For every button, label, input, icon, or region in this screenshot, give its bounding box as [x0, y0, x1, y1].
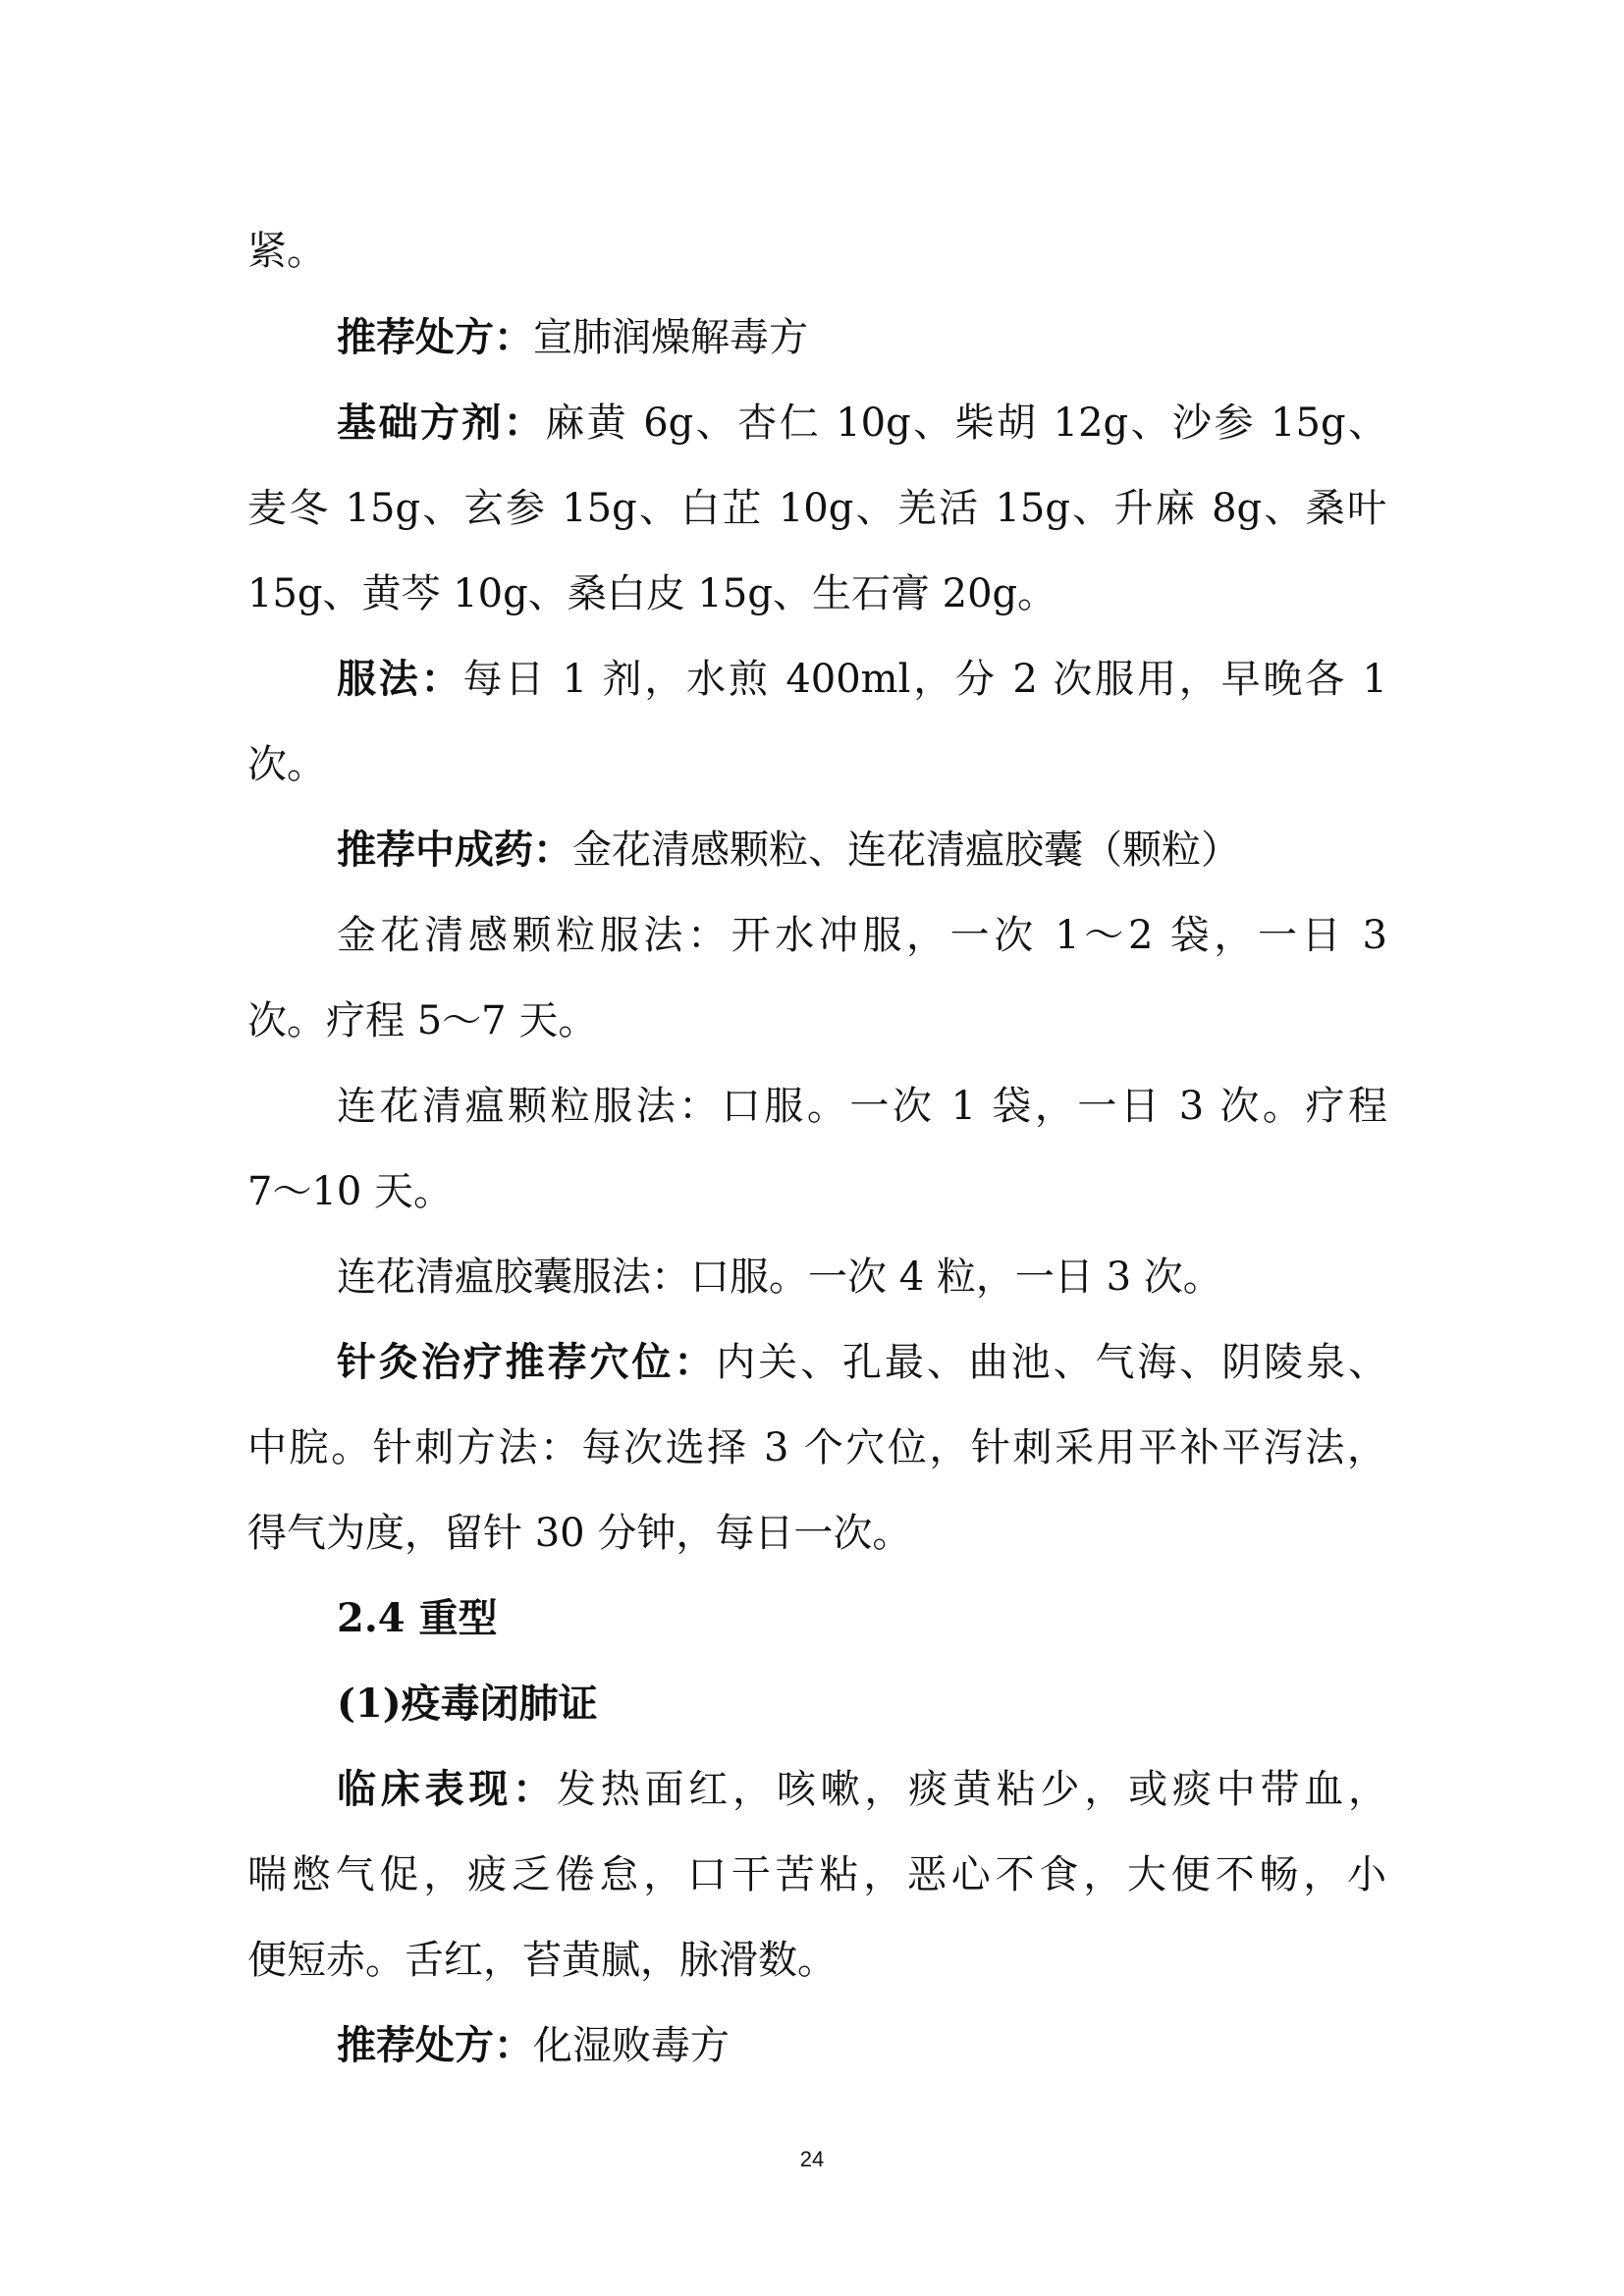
- line-text: 喘憋气促，疲乏倦怠，口干苦粘，恶心不食，大便不畅，小: [247, 1852, 1386, 1897]
- line-text: 得气为度，留针 30 分钟，每日一次。: [247, 1511, 912, 1556]
- field-value: 化湿败毒方: [533, 2023, 730, 2068]
- paragraph-line: [247, 739, 1386, 790]
- line-text: 15g、黄芩 10g、桑白皮 15g、生石膏 20g。: [247, 571, 1057, 616]
- line-text: 连花清瘟颗粒服法：口服。一次 1 袋，一日 3 次。疗程: [337, 1084, 1387, 1129]
- base-formula-line: [337, 398, 1387, 449]
- recommended-prescription-line: [337, 2020, 1387, 2071]
- paragraph-line: [247, 1935, 1386, 1986]
- field-value: 发热面红，咳嗽，痰黄粘少，或痰中带血，: [556, 1767, 1387, 1812]
- line-text: 7～10 天。: [247, 1169, 454, 1214]
- page-number: 24: [799, 2147, 825, 2171]
- paragraph-line: [247, 1849, 1386, 1900]
- line-text: 金花清感颗粒服法：开水冲服，一次 1～2 袋，一日 3: [337, 913, 1387, 958]
- field-label: 推荐中成药：: [337, 827, 572, 873]
- paragraph-line: [337, 1081, 1387, 1132]
- patent-medicine-line: [337, 825, 1387, 876]
- paragraph-line: [247, 995, 1386, 1046]
- field-value: 麻黄 6g、杏仁 10g、柴胡 12g、沙参 15g、: [545, 400, 1387, 446]
- field-value: 内关、孔最、曲池、气海、阴陵泉、: [716, 1340, 1387, 1385]
- acupuncture-line: [337, 1337, 1387, 1388]
- field-label: 推荐处方：: [337, 2022, 533, 2068]
- field-value: 每日 1 剂，水煎 400ml，分 2 次服用，早晚各 1: [462, 657, 1387, 702]
- paragraph-line: [337, 910, 1387, 961]
- heading-text: (1)疫毒闭肺证: [337, 1681, 598, 1727]
- clinical-manifestation-line: [337, 1764, 1387, 1815]
- line-text: 麦冬 15g、玄参 15g、白芷 10g、羌活 15g、升麻 8g、桑叶: [247, 486, 1386, 531]
- subsection-heading: [337, 1679, 1387, 1730]
- paragraph-line: [247, 1422, 1386, 1473]
- line-text: 次。: [247, 742, 326, 787]
- line-text: 中脘。针刺方法：每次选择 3 个穴位，针刺采用平补平泻法，: [247, 1425, 1386, 1470]
- line-text: 便短赤。舌红，苔黄腻，脉滑数。: [247, 1938, 837, 1983]
- recommended-prescription-line: [337, 312, 1387, 363]
- field-value: 金花清感颗粒、连花清瘟胶囊（颗粒）: [572, 828, 1240, 873]
- field-label: 推荐处方：: [337, 314, 533, 360]
- field-label: 服法：: [337, 656, 463, 702]
- field-label: 基础方剂：: [337, 400, 546, 446]
- paragraph-line: [337, 1252, 1387, 1303]
- paragraph-line: [247, 226, 1386, 277]
- line-text: 紧。: [247, 229, 326, 274]
- field-label: 针灸治疗推荐穴位：: [337, 1339, 717, 1385]
- line-text: 连花清瘟胶囊服法：口服。一次 4 粒，一日 3 次。: [337, 1255, 1222, 1300]
- paragraph-line: [247, 1508, 1386, 1559]
- field-value: 宣肺润燥解毒方: [533, 315, 808, 360]
- line-text: 次。疗程 5～7 天。: [247, 998, 598, 1043]
- section-heading: [337, 1593, 1387, 1644]
- heading-text: 2.4 重型: [337, 1595, 498, 1641]
- paragraph-line: [247, 568, 1386, 619]
- paragraph-line: [247, 1166, 1386, 1217]
- paragraph-line: [247, 483, 1386, 534]
- dosage-line: [337, 654, 1387, 705]
- field-label: 临床表现：: [337, 1766, 557, 1812]
